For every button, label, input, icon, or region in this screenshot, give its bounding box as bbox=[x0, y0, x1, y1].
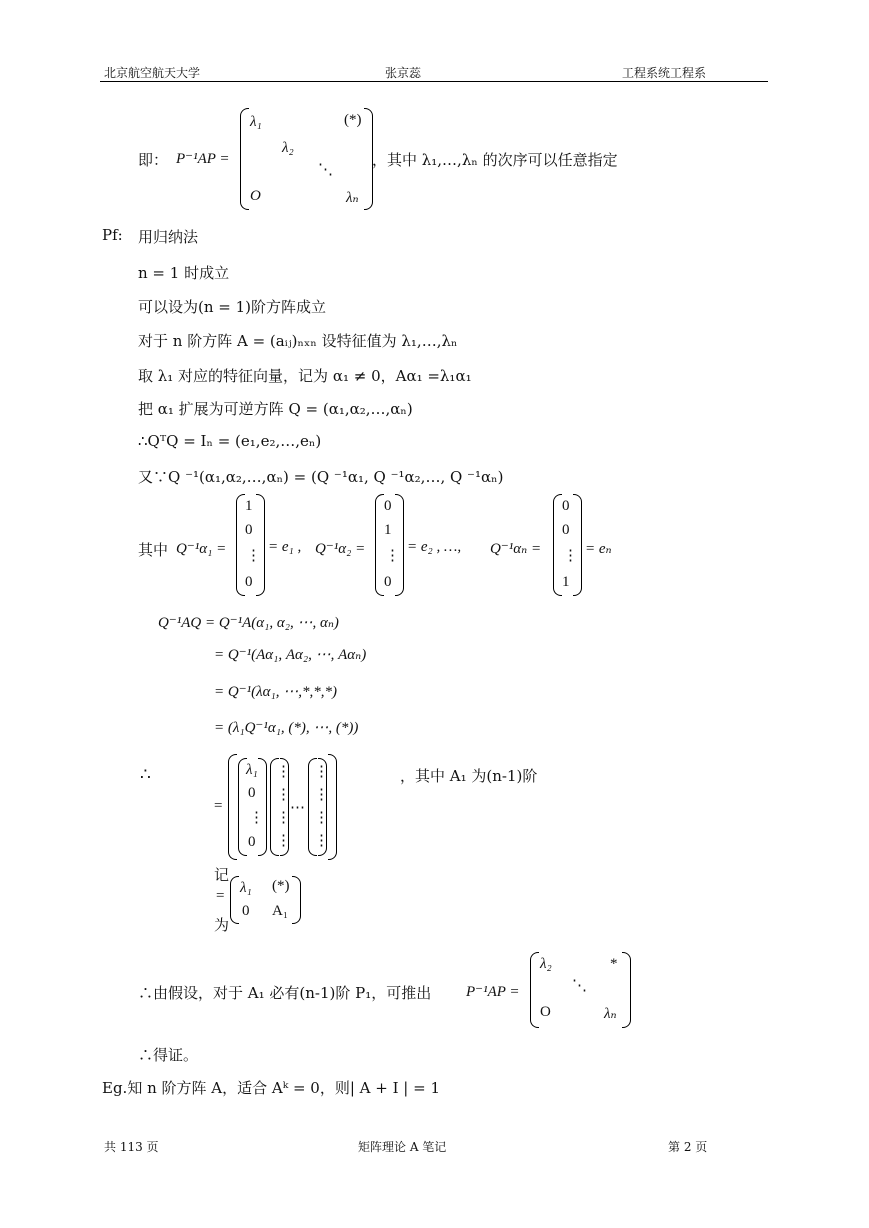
proof-line-5: 把 α₁ 扩展为可逆方阵 Q = (α₁,α₂,…,αₙ) bbox=[138, 400, 413, 418]
qi-prefix: 其中 bbox=[138, 541, 169, 559]
ji-matrix-paren-right bbox=[292, 876, 301, 924]
final-a11: λ₂ bbox=[540, 956, 552, 972]
block-col2-v3: ⋮ bbox=[276, 833, 291, 849]
ji-a11: λ₁ bbox=[240, 880, 252, 896]
qi-2-lhs: Q⁻¹α₂ = bbox=[315, 541, 366, 557]
qi-1-paren-right bbox=[256, 494, 265, 596]
proof-line-2: 可以设为(n = 1)阶方阵成立 bbox=[138, 298, 327, 316]
qi-n-lhs: Q⁻¹αₙ = bbox=[490, 541, 542, 557]
jishi-paren-left bbox=[240, 108, 249, 210]
qi-1-result: = e₁ , bbox=[268, 539, 302, 555]
proof-line-6: ∴QᵀQ = Iₙ = (e₁,e₂,…,eₙ) bbox=[138, 432, 322, 450]
block-outer-paren-left bbox=[228, 754, 237, 860]
qi-1-v3: 0 bbox=[245, 574, 253, 590]
qi-2-v0: 0 bbox=[384, 498, 392, 514]
header-author: 张京蕊 bbox=[385, 66, 422, 80]
jishi-suffix: ，其中 λ₁,…,λₙ 的次序可以任意指定 bbox=[372, 151, 618, 169]
qi-2-paren-left bbox=[375, 494, 384, 596]
proof-line-3: 对于 n 阶方阵 A = (aᵢⱼ)ₙₓₙ 设特征值为 λ₁,…,λₙ bbox=[138, 332, 458, 350]
final-lhs: P⁻¹AP = bbox=[466, 984, 520, 1000]
qi-1-lhs: Q⁻¹α₁ = bbox=[176, 541, 227, 557]
qi-2-v2: ⋮ bbox=[385, 548, 400, 564]
qi-n-v0: 0 bbox=[562, 498, 570, 514]
qi-1-v1: 0 bbox=[245, 522, 253, 538]
proved-line: ∴得证。 bbox=[138, 1046, 199, 1064]
equation-2: = Q⁻¹(Aα₁, Aα₂, ⋯, Aαₙ) bbox=[214, 647, 367, 663]
jishi-a31: O bbox=[250, 188, 261, 204]
jishi-prefix: 即： bbox=[138, 151, 169, 169]
proof-line-1: n = 1 时成立 bbox=[138, 264, 230, 282]
therefore-hypothesis: ∴由假设，对于 A₁ 必有(n-1)阶 P₁，可推出 bbox=[138, 984, 432, 1002]
qi-n-v1: 0 bbox=[562, 522, 570, 538]
equation-4: = (λ₁Q⁻¹α₁, (*), ⋯, (*)) bbox=[214, 720, 359, 736]
jishi-a11: λ₁ bbox=[250, 114, 262, 130]
ji-matrix-paren-left bbox=[230, 876, 239, 924]
block-col2-v1: ⋮ bbox=[276, 787, 291, 803]
block-col3-v0: ⋮ bbox=[314, 764, 329, 780]
block-col3-v3: ⋮ bbox=[314, 833, 329, 849]
qi-n-v2: ⋮ bbox=[563, 548, 578, 564]
qi-1-v2: ⋮ bbox=[246, 548, 261, 564]
block-outer-paren-right bbox=[328, 754, 337, 860]
block-col1-v3: 0 bbox=[248, 834, 256, 850]
qi-n-paren-right bbox=[573, 494, 582, 596]
header-university: 北京航空航天大学 bbox=[104, 66, 201, 80]
block-equals: = bbox=[214, 798, 223, 814]
block-col1-v2: ⋮ bbox=[249, 810, 264, 826]
qi-2-v1: 1 bbox=[384, 522, 392, 538]
proof-line-4: 取 λ₁ 对应的特征向量，记为 α₁ ≠ 0，Aα₁ =λ₁α₁ bbox=[138, 367, 472, 385]
block-col1-v1: 0 bbox=[248, 785, 256, 801]
pf-text: 用归纳法 bbox=[138, 228, 199, 246]
qi-n-result: = eₙ bbox=[585, 541, 612, 557]
qi-2-v3: 0 bbox=[384, 574, 392, 590]
block-hdots: ⋯ bbox=[290, 800, 305, 816]
jishi-lhs: P⁻¹AP = bbox=[176, 151, 230, 167]
final-paren-right bbox=[622, 952, 631, 1028]
equation-3: = Q⁻¹(λα₁, ⋯,*,*,*) bbox=[214, 684, 337, 700]
equation-1: Q⁻¹AQ = Q⁻¹A(α₁, α₂, ⋯, αₙ) bbox=[158, 615, 339, 631]
ji-a21: 0 bbox=[242, 903, 250, 919]
qi-2-result: = e₂ , …, bbox=[407, 539, 462, 555]
qi-1-paren-left bbox=[236, 494, 245, 596]
qi-2-paren-right bbox=[395, 494, 404, 596]
final-a31: O bbox=[540, 1004, 551, 1020]
jishi-dots: ⋱ bbox=[318, 162, 333, 178]
final-a12: * bbox=[610, 956, 618, 972]
block-col3-v2: ⋮ bbox=[314, 810, 329, 826]
jishi-a33: λₙ bbox=[346, 190, 359, 206]
example-line: Eg.知 n 阶方阵 A，适合 Aᵏ = 0，则| A + I | = 1 bbox=[102, 1079, 440, 1097]
ji-char: 记 bbox=[214, 866, 230, 884]
qi-1-v0: 1 bbox=[245, 498, 253, 514]
block-col2-v2: ⋮ bbox=[276, 810, 291, 826]
header-rule bbox=[100, 81, 768, 82]
jishi-a22: λ₂ bbox=[282, 140, 294, 156]
header-department: 工程系统工程系 bbox=[622, 66, 707, 80]
block-col1-paren-right bbox=[258, 758, 267, 856]
qi-n-paren-left bbox=[553, 494, 562, 596]
block-col2-v0: ⋮ bbox=[276, 764, 291, 780]
footer-title: 矩阵理论 A 笔记 bbox=[358, 1140, 447, 1154]
wei-char: 为 bbox=[214, 916, 230, 934]
final-paren-left bbox=[530, 952, 539, 1028]
final-a33: λₙ bbox=[604, 1006, 617, 1022]
ji-equals: = bbox=[216, 888, 225, 904]
block-col3-v1: ⋮ bbox=[314, 787, 329, 803]
pf-label: Pf: bbox=[102, 226, 123, 244]
qi-n-v3: 1 bbox=[562, 574, 570, 590]
footer-total-pages: 共 113 页 bbox=[104, 1140, 159, 1154]
footer-page-number: 第 2 页 bbox=[668, 1140, 708, 1154]
block-col1-v0: λ₁ bbox=[246, 762, 258, 778]
ji-a12: (*) bbox=[272, 878, 290, 894]
ji-a22: A₁ bbox=[272, 903, 289, 919]
jishi-a12: (*) bbox=[344, 112, 362, 128]
final-dots: ⋱ bbox=[572, 978, 587, 994]
proof-line-7: 又∵Q ⁻¹(α₁,α₂,…,αₙ) = (Q ⁻¹α₁, Q ⁻¹α₂,…, Q ⁻¹αₙ) bbox=[138, 468, 504, 486]
therefore-symbol: ∴ bbox=[140, 765, 151, 784]
block-suffix: ，其中 A₁ 为(n-1)阶 bbox=[400, 767, 538, 785]
